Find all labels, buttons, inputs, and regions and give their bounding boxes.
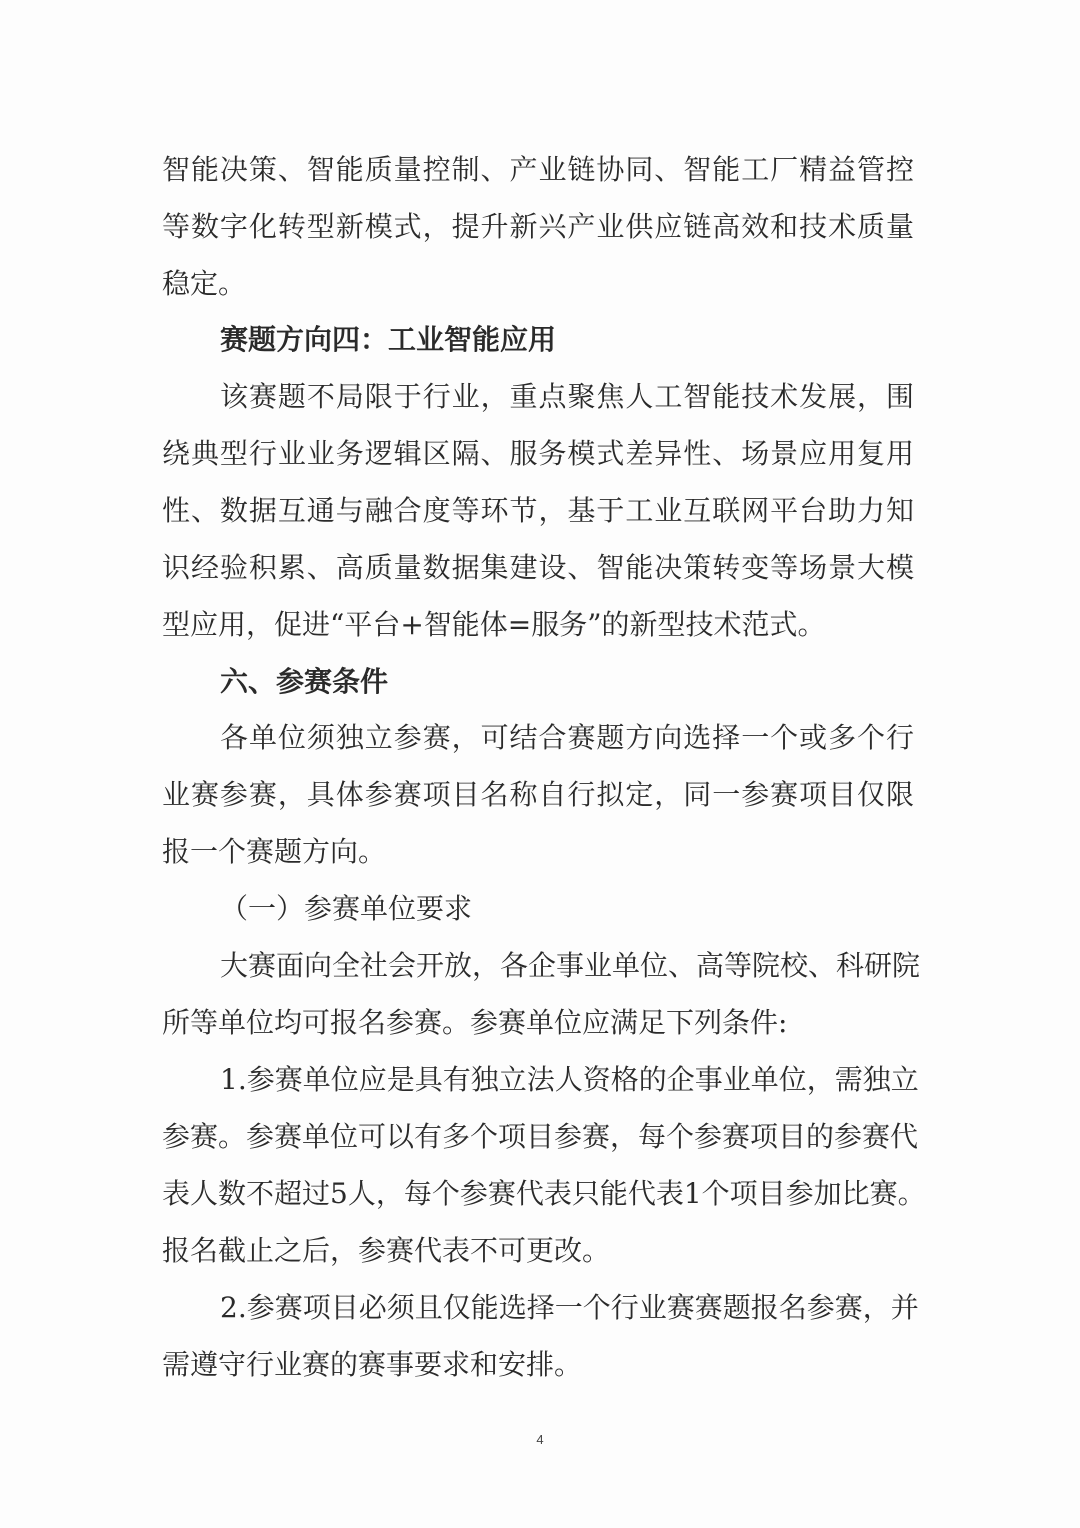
paragraph-line: 各单位须独立参赛，可结合赛题方向选择一个或多个行 [220, 721, 914, 754]
paragraph-line: 报名截止之后，参赛代表不可更改。 [162, 1234, 611, 1267]
paragraph-line: 大赛面向全社会开放，各企事业单位、高等院校、科研院 [220, 949, 921, 982]
page-number: 4 [536, 1432, 544, 1447]
paragraph-line: 2.参赛项目必须且仅能选择一个行业赛赛题报名参赛，并 [220, 1291, 919, 1324]
paragraph-line: 性、数据互通与融合度等环节，基于工业互联网平台助力知 [162, 494, 914, 527]
paragraph-line: 等数字化转型新模式，提升新兴产业供应链高效和技术质量 [162, 210, 914, 243]
paragraph-line: 该赛题不局限于行业，重点聚焦人工智能技术发展，围 [220, 380, 914, 413]
paragraph-line: 智能决策、智能质量控制、产业链协同、智能工厂精益管控 [162, 153, 914, 186]
subsection-heading-unit-requirements: （一）参赛单位要求 [220, 892, 473, 925]
paragraph-line: 1.参赛单位应是具有独立法人资格的企事业单位，需独立 [220, 1063, 919, 1096]
paragraph-line: 业赛参赛，具体参赛项目名称自行拟定，同一参赛项目仅限 [162, 778, 914, 811]
paragraph-line: 所等单位均可报名参赛。参赛单位应满足下列条件: [162, 1006, 788, 1039]
paragraph-line: 需遵守行业赛的赛事要求和安排。 [162, 1348, 583, 1381]
section-heading-direction-four: 赛题方向四：工业智能应用 [220, 323, 557, 356]
paragraph-line: 参赛。参赛单位可以有多个项目参赛，每个参赛项目的参赛代 [162, 1120, 919, 1153]
paragraph-line: 表人数不超过5人，每个参赛代表只能代表1个项目参加比赛。 [162, 1177, 926, 1210]
paragraph-line: 稳定。 [162, 267, 247, 300]
paragraph-line: 型应用，促进“平台+智能体=服务”的新型技术范式。 [162, 608, 826, 641]
paragraph-line: 绕典型行业业务逻辑区隔、服务模式差异性、场景应用复用 [162, 437, 914, 470]
section-heading-conditions: 六、参赛条件 [220, 665, 389, 698]
paragraph-line: 识经验积累、高质量数据集建设、智能决策转变等场景大模 [162, 551, 914, 584]
paragraph-line: 报一个赛题方向。 [162, 835, 387, 868]
